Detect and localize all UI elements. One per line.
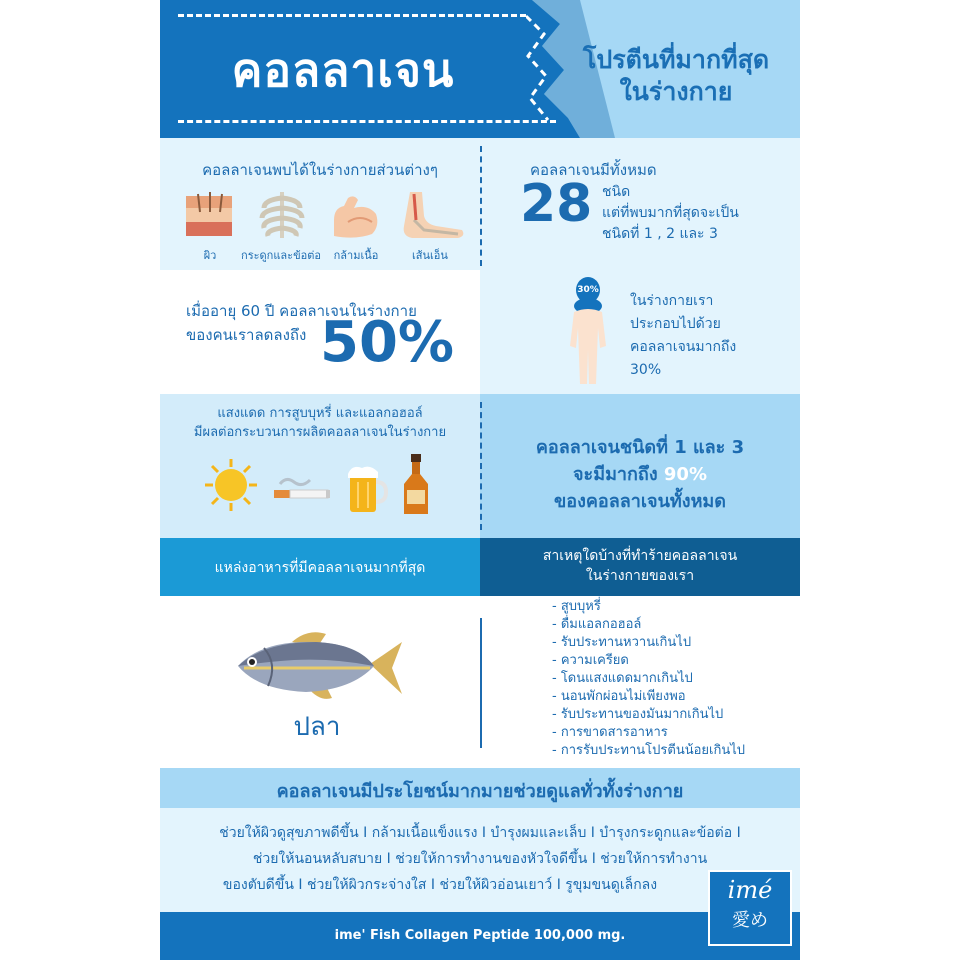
collagen-infographic (160, 0, 800, 960)
beer-icon (346, 464, 388, 514)
body-percent-line-3: คอลลาเจนมากถึง (630, 339, 737, 355)
type13-line-3: ของคอลลาเจนทั้งหมด (553, 491, 726, 512)
brand-logo-name: imé (727, 876, 773, 904)
food-source-heading: แหล่งอาหารที่มีคอลลาเจนมากที่สุด (214, 560, 426, 576)
cause-item: - ดื่มแอลกอฮอล์ (552, 617, 642, 632)
header-dash-top (178, 14, 526, 17)
type13-line-1: คอลลาเจนชนิดที่ 1 และ 3 (535, 437, 745, 458)
subtitle-line-2: ในร่างกาย (619, 77, 733, 106)
brand-logo-kanji: 愛め (732, 910, 768, 931)
body-parts-heading: คอลลาเจนพบได้ในร่างกายส่วนต่างๆ (202, 161, 438, 179)
types-heading: คอลลาเจนมีทั้งหมด (530, 161, 657, 179)
cause-item: - การขาดสารอาหาร (552, 725, 668, 740)
causes-heading (480, 546, 800, 586)
types-line-3: ชนิดที่ 1 , 2 และ 3 (602, 226, 718, 242)
types-line-1: ชนิด (602, 184, 631, 200)
factors-text (160, 404, 480, 442)
cause-item: - รับประทานหวานเกินไป (552, 635, 692, 650)
cause-item: - โดนแสงแดดมากเกินไป (552, 671, 693, 686)
type13-text (480, 434, 800, 515)
causes-heading-line-1: สาเหตุใดบ้างที่ทำร้ายคอลลาเจน (542, 548, 738, 564)
sun-icon (204, 458, 258, 512)
type13-line-2 (480, 461, 800, 488)
fish-icon (234, 628, 404, 704)
cause-item: - ความเครียด (552, 653, 629, 668)
subtitle-line-1: โปรตีนที่มากที่สุด (582, 45, 770, 74)
ribcage-icon (258, 190, 306, 240)
body-percent-line-2: ประกอบไปด้วย (630, 316, 721, 332)
benefits-line-2: ช่วยให้นอนหลับสบาย I ช่วยให้การทำงานของหัวใจดีขึ้น I ช่วยให้การทำงาน (252, 851, 708, 867)
cause-item: - การรับประทานโปรตีนน้อยเกินไป (552, 743, 746, 758)
food-fish-label: ปลา (293, 712, 341, 742)
type13-line-2-prefix: จะมีมากถึง (572, 464, 658, 485)
cigarette-icon (272, 474, 332, 504)
body-percent-text (630, 290, 736, 382)
age-percent: 50% (320, 310, 455, 375)
page-subtitle (556, 44, 796, 108)
types-count: 28 (520, 174, 593, 234)
age-line-1: เมื่ออายุ 60 ปี คอลลาเจนในร่างกาย (186, 302, 417, 320)
causes-heading-line-2: ในร่างกายของเรา (585, 568, 695, 584)
type13-line-2-value: 90% (663, 464, 707, 485)
tendon-foot-icon (396, 190, 468, 240)
body-part-label-tendon: เส้นเอ็น (412, 249, 448, 262)
liquor-bottle-icon (400, 454, 432, 516)
body-percent-line-4: 30% (630, 362, 662, 378)
cause-item: - สูบบุหรี่ (552, 599, 601, 614)
types-detail (602, 182, 739, 245)
body-percent-line-1: ในร่างกายเรา (630, 293, 714, 309)
benefits-line-3: ของตับดีขึ้น I ช่วยให้ผิวกระจ่างใส I ช่วยให้ผิวอ่อนเยาว์ I รูขุมขนดูเล็กลง (222, 877, 658, 893)
footer-text: ime' Fish Collagen Peptide 100,000 mg. (334, 928, 626, 943)
factors-line-2: มีผลต่อกระบวนการผลิตคอลลาเจนในร่างกาย (193, 425, 447, 440)
benefits-heading: คอลลาเจนมีประโยชน์มากมายช่วยดูแลทั่วทั้งร่างกาย (276, 781, 684, 802)
divider-row-1 (480, 146, 482, 266)
age-line-2: ของคนเราลดลงถึง (186, 326, 307, 344)
cause-item: - นอนพักผ่อนไม่เพียงพอ (552, 689, 686, 704)
header-dash-bottom (178, 120, 556, 123)
body-part-label-skin: ผิว (203, 249, 217, 262)
body-part-label-muscle: กล้ามเนื้อ (333, 249, 379, 262)
types-line-2: แต่ที่พบมากที่สุดจะเป็น (602, 205, 739, 221)
divider-row-5 (480, 618, 482, 748)
cause-item: - รับประทานของมันมากเกินไป (552, 707, 724, 722)
factors-line-1: แสงแดด การสูบบุหรี่ และแอลกอฮอล์ (217, 406, 423, 421)
body-badge-percent: 30% (577, 285, 599, 295)
body-part-label-bone: กระดูกและข้อต่อ (241, 249, 321, 262)
benefits-line-1: ช่วยให้ผิวดูสุขภาพดีขึ้น I กล้ามเนื้อแข็งแรง I บำรุงผมและเล็บ I บำรุงกระดูกและข้อต่อ I (219, 825, 741, 841)
causes-list (552, 598, 745, 760)
page-title: คอลลาเจน (231, 43, 455, 97)
muscle-arm-icon (328, 192, 382, 240)
skin-icon (184, 192, 236, 240)
brand-logo (708, 870, 792, 946)
